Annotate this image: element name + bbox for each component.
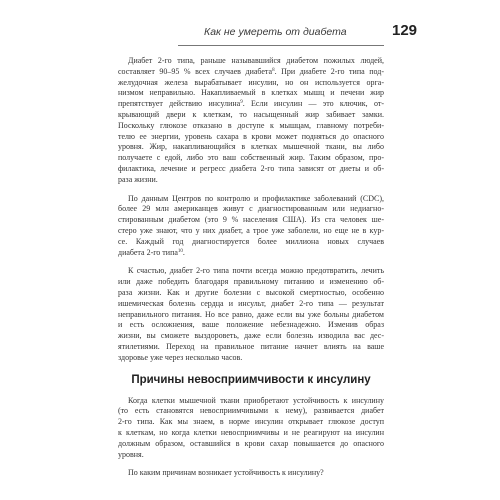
line-text: ятилетиями. Переход на правильное питание начнет влиять на ваше (118, 341, 384, 351)
text-line (118, 175, 384, 186)
line-text: Диабет 2-го типа, раньше называвшийся диабетом пожилых людей, (128, 56, 384, 65)
line-text: По данным Центров по контролю и профилактике заболеваний (CDC), (128, 193, 384, 203)
line-text: желудочная железа вырабатывает инсулин, но он используется орга- (118, 77, 384, 87)
text-line (118, 288, 384, 299)
text-line (118, 56, 384, 67)
text-line (118, 164, 384, 175)
line-text: неправильного питания. Но все равно, даже если вы уже больны диабетом (118, 309, 384, 319)
line-text: Когда клетки мышечной ткани приобретают устойчивость к инсулину (128, 395, 384, 405)
paragraph (118, 194, 384, 259)
running-header (0, 22, 500, 46)
text-line (118, 468, 384, 479)
text-line (118, 428, 384, 439)
text-line (118, 342, 384, 353)
footnote-ref: 10 (177, 248, 183, 254)
line-text-after: . (182, 247, 185, 257)
text-line (118, 204, 384, 215)
text-line (118, 310, 384, 321)
text-line (118, 237, 384, 248)
line-text: филактика, лечение и регресс диабета 2-го типа зависят от диеты и об- (118, 163, 384, 173)
line-text-after: . Если инсулин — это ключик, от- (242, 99, 385, 109)
line-text: жизни, вы сможете выздороветь, даже если болезнь изводила вас дес- (118, 331, 384, 341)
running-title: Как не умереть от диабета (204, 26, 347, 38)
line-text: диабета 2-го типа (118, 247, 178, 257)
header-rule (178, 45, 384, 46)
page-number: 129 (392, 22, 418, 39)
line-text: стированным диабетом (это 9 % населения США). Из ста человек ше- (118, 215, 384, 225)
line-text: (то есть становятся невосприимчивыми к нему), развивается диабет (118, 406, 384, 416)
section-paragraphs (118, 396, 384, 480)
text-line (118, 406, 384, 417)
line-text: должным образом, оставшийся в крови сахар повышается до опасного (118, 438, 384, 448)
paragraphs (118, 56, 384, 364)
text-line (118, 78, 384, 89)
text-line (118, 67, 384, 78)
line-text: получаете с едой, либо это ваш собственный жир. Таким образом, про- (118, 153, 384, 163)
line-text: к клеткам, но когда клетки невосприимчивы и не реагируют на инсулин (118, 427, 384, 437)
line-text: Поскольку глюкозе отказано в доступе к мышцам, главному потреби- (118, 120, 384, 130)
line-text: раза жизни. (118, 174, 158, 184)
line-text: телю ее энергии, уровень сахара в крови может подняться до опасного (118, 131, 384, 141)
text-line (118, 194, 384, 205)
text-line (118, 248, 384, 259)
line-text: составляет 90–95 % всех случаев диабета (118, 66, 273, 76)
line-text: стеро уже знают, что у них диабет, а трое уже заболели, но еще не в кур- (118, 225, 384, 235)
section-heading: Причины невосприимчивости к инсулину (131, 373, 371, 386)
text-line (118, 450, 384, 461)
line-text: се. Каждый год диагностируется более миллиона новых случаев (118, 236, 384, 246)
line-text: уровня. (118, 449, 144, 459)
paragraph (118, 266, 384, 363)
line-text: более 29 млн американцев живут с диагностированным или недиагно- (118, 204, 384, 214)
page-body (118, 56, 384, 479)
line-text: ишемическая болезнь сердца и инсульт, диабет 2-го типа — результат (118, 298, 384, 308)
line-text: К счастью, диабет 2-го типа почти всегда можно предотвратить, лечить (128, 266, 384, 276)
line-text: раза жизни. Как и другие болезни с высокой смертностью, особенно (118, 287, 384, 297)
text-line (118, 396, 384, 407)
text-line (118, 142, 384, 153)
line-text: низмом неправильно. Накапливаемый в клетках мышц и печени жир (118, 88, 384, 98)
text-line (118, 353, 384, 364)
text-line (118, 299, 384, 310)
footnote-ref: 8 (272, 67, 275, 73)
text-line (118, 88, 384, 99)
line-text: уровня. Жир, накапливающийся в клетках мышечной ткани, вы либо (118, 142, 384, 152)
line-text: 2-го типа. Как мы знаем, в норме инсулин открывает глюкозе доступ (118, 417, 384, 427)
line-text: здоровье уже через несколько часов. (118, 352, 243, 362)
line-text-after: . При диабете 2-го типа под- (274, 66, 384, 76)
text-line (118, 320, 384, 331)
line-text: крывающий двери к клеткам, то насыщенный жир забивает замки. (118, 109, 384, 119)
text-line (118, 132, 384, 143)
footnote-ref: 9 (240, 100, 243, 106)
paragraph (118, 468, 384, 479)
text-line (118, 99, 384, 110)
line-text: или даже победить благодаря правильному питанию и изменению об- (118, 277, 384, 287)
text-line (118, 417, 384, 428)
text-line (118, 110, 384, 121)
paragraph (118, 56, 384, 186)
text-line (118, 215, 384, 226)
text-line (118, 331, 384, 342)
line-text: По каким причинам возникает устойчивость к инсулину? (128, 468, 324, 478)
text-line (118, 121, 384, 132)
line-text: препятствует действию инсулина (118, 99, 241, 109)
text-line (118, 226, 384, 237)
text-line (118, 277, 384, 288)
paragraph (118, 396, 384, 461)
text-line (118, 153, 384, 164)
text-line (118, 266, 384, 277)
text-line (118, 439, 384, 450)
line-text: и есть осложнения, ваше положение небезнадежно. Изменив образ (118, 320, 384, 330)
